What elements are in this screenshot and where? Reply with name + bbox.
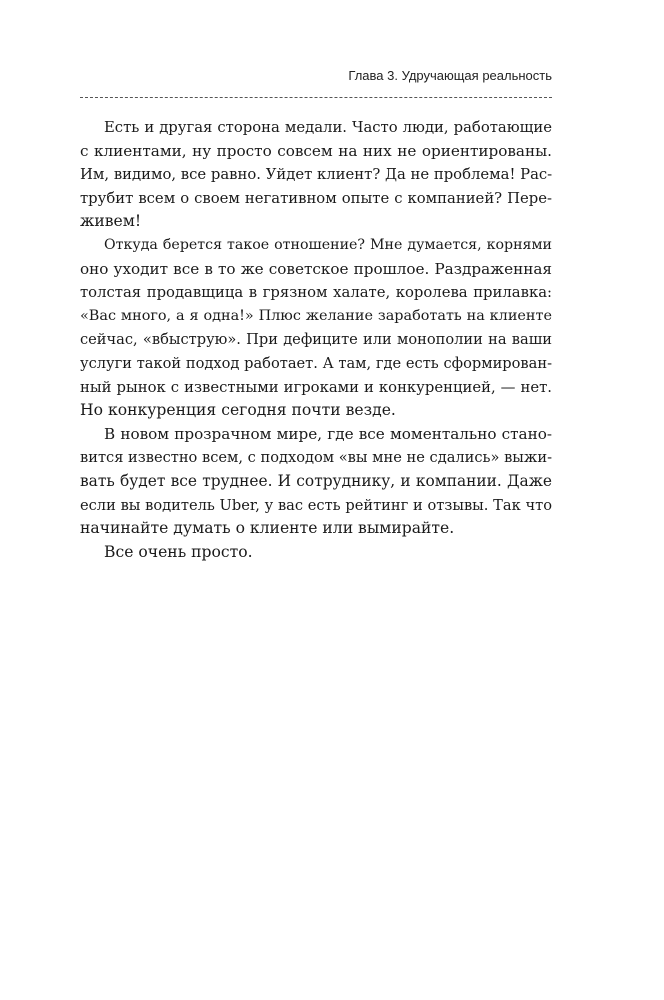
text-line: толстая продавщица в грязном халате, королева прилавка: [80, 284, 552, 302]
text-line: вать будет все труднее. И сотруднику, и компании. Даже [80, 471, 552, 490]
text-line: Все очень просто. [104, 542, 253, 561]
running-header: Глава 3. Удручающая реальность [348, 68, 552, 83]
text-line: оно уходит все в то же советское прошлое. Раздраженная [80, 259, 552, 278]
text-line: если вы водитель Uber, у вас есть рейтинг и отзывы. Так что [80, 496, 552, 514]
text-line: вится известно всем, с подходом «вы мне не сдались» выжи- [80, 449, 552, 467]
text-line: Им, видимо, все равно. Уйдет клиент? Да не проблема! Рас- [80, 166, 553, 184]
text-line: услуги такой подход работает. А там, где есть сформирован- [80, 354, 552, 372]
text-line: Откуда берется такое отношение? Мне думается, корнями [104, 236, 552, 253]
text-line: В новом прозрачном мире, где все моментально стано- [104, 424, 552, 443]
text-line: Есть и другая сторона медали. Часто люди, работающие [104, 119, 552, 136]
paragraph-3 [80, 423, 552, 541]
text-line: живем! [80, 212, 142, 231]
paragraph-2 [80, 234, 552, 423]
text-line: сейчас, «вбыструю». При дефиците или монополии на ваши [80, 331, 552, 349]
text-line: «Вас много, а я одна!» Плюс желание заработать на клиенте [80, 307, 552, 324]
page-body [80, 116, 552, 564]
paragraph-4 [80, 541, 552, 565]
text-line: с клиентами, ну просто совсем на них не ориентированы. [80, 141, 552, 160]
text-line: ный рынок с известными игроками и конкуренцией, — нет. [80, 378, 552, 396]
paragraph-1 [80, 116, 552, 234]
text-line: Но конкуренция сегодня почти везде. [80, 401, 396, 420]
text-line: трубит всем о своем негативном опыте с компанией? Пере- [80, 189, 552, 207]
text-line: начинайте думать о клиенте или вымирайте. [80, 519, 455, 538]
header-divider [80, 97, 552, 98]
